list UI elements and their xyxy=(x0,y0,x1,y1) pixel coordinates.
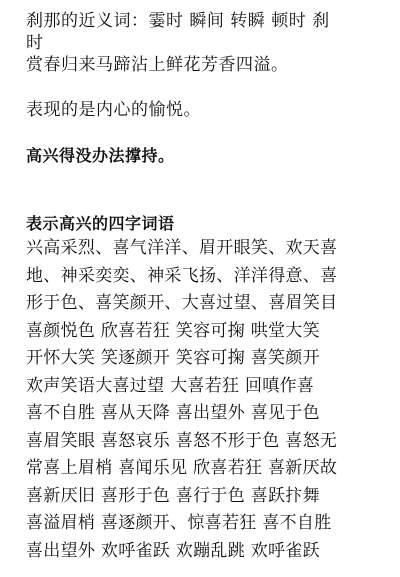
expression-text: 表现的是内心的愉悦。 xyxy=(26,100,201,120)
idiom-line: 喜眉笑眼 喜怒哀乐 喜怒不形于色 喜怒无 xyxy=(26,430,338,451)
idiom-line: 常喜上眉梢 喜闻乐见 欣喜若狂 喜新厌故 xyxy=(26,458,338,478)
bold-phrase: 高兴得没办法撑持。 xyxy=(26,146,175,165)
idiom-line: 地、神采奕奕、神采飞扬、洋洋得意、喜 xyxy=(26,265,338,286)
idiom-line: 喜颜悦色 欣喜若狂 笑容可掬 哄堂大笑 xyxy=(26,320,320,341)
idiom-line: 形于色、喜笑颜开、大喜过望、喜眉笑目 xyxy=(26,293,338,313)
poem-text: 赏春归来马蹄沾上鲜花芳香四溢。 xyxy=(26,55,289,75)
idiom-line: 喜新厌旧 喜形于色 喜行于色 喜跃抃舞 xyxy=(26,485,320,506)
idiom-line: 喜溢眉梢 喜逐颜开、惊喜若狂 喜不自胜 xyxy=(26,513,332,533)
idiom-line: 喜不自胜 喜从天降 喜出望外 喜见于色 xyxy=(26,403,320,423)
paragraph-spacer xyxy=(26,76,381,99)
idiom-list xyxy=(26,235,381,565)
idiom-line: 兴高采烈、喜气洋洋、眉开眼笑、欢天喜 xyxy=(26,238,338,258)
paragraph-spacer xyxy=(26,121,381,145)
document-body xyxy=(26,10,381,565)
section-heading: 表示高兴的四字词语 xyxy=(26,214,175,233)
idiom-line: 喜出望外 欢呼雀跃 欢蹦乱跳 欢呼雀跃 xyxy=(26,540,320,561)
paragraph-spacer xyxy=(26,167,381,213)
synonyms-text-line-1: 刹那的近义词：霎时 瞬间 转瞬 顿时 刹 xyxy=(26,11,330,31)
idiom-line: 欢声笑语大喜过望 大喜若狂 回嗔作喜 xyxy=(26,375,315,396)
synonyms-text-line-2: 时 xyxy=(26,33,44,53)
idiom-line: 开怀大笑 笑逐颜开 笑容可掬 喜笑颜开 xyxy=(26,348,320,368)
